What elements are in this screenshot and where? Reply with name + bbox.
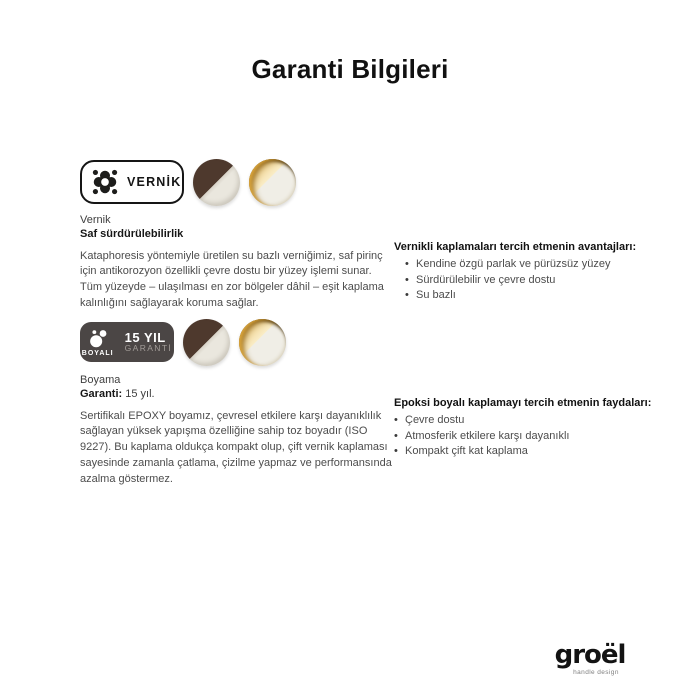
boyali-badge-right bbox=[125, 331, 173, 354]
list-item: • Atmosferik etkilere karşı dayanıklı bbox=[394, 429, 674, 445]
boyama-benefits-title: Epoksi boyalı kaplamayı tercih etmenin faydaları: bbox=[394, 397, 652, 409]
brand-wordmark: groël bbox=[554, 640, 626, 670]
boyama-subtitle-bold: Garanti: bbox=[80, 387, 123, 400]
vernik-benefits-list bbox=[405, 257, 674, 304]
coating-swatch-gold-cream bbox=[239, 319, 286, 366]
coating-swatch-gold-cream bbox=[249, 159, 296, 206]
warranty-years-label: 15 YIL bbox=[124, 329, 166, 345]
boyama-badge-row bbox=[80, 317, 392, 367]
list-item: • Su bazlı bbox=[405, 288, 674, 304]
list-item: • Sürdürülebilir ve çevre dostu bbox=[405, 273, 674, 289]
vernik-badge-label: VERNİK bbox=[127, 175, 182, 189]
list-item: • Çevre dostu bbox=[394, 413, 674, 429]
brand-logo bbox=[552, 642, 628, 676]
vernik-benefits-title: Vernikli kaplamaları tercih etmenin avantajları: bbox=[394, 241, 637, 253]
boyali-badge-label: BOYALI bbox=[81, 349, 114, 357]
paint-drop-icon bbox=[87, 328, 109, 349]
vernik-labels bbox=[80, 214, 392, 242]
vernik-badge-row bbox=[80, 157, 392, 207]
section-boyama-right bbox=[394, 397, 674, 460]
vernik-subtitle: Vernik bbox=[80, 214, 111, 226]
page-title: Garanti Bilgileri bbox=[251, 54, 449, 84]
list-item: • Kompakt çift kat kaplama bbox=[394, 444, 674, 460]
warranty-word-label: GARANTİ bbox=[124, 343, 173, 354]
coating-swatch-brown-cream bbox=[193, 159, 240, 206]
boyali-badge-left bbox=[82, 328, 114, 357]
brand-tagline: handle design bbox=[573, 669, 619, 677]
section-vernik-left bbox=[80, 157, 392, 312]
vernik-badge bbox=[80, 160, 184, 204]
boyali-warranty-badge bbox=[80, 322, 174, 362]
vernik-subtitle-bold: Saf sürdürülebilirlik bbox=[80, 227, 184, 240]
boyama-benefits-list bbox=[394, 413, 674, 460]
section-boyama-left bbox=[80, 317, 392, 488]
coating-swatch-brown-cream bbox=[183, 319, 230, 366]
list-item: • Kendine özgü parlak ve pürüzsüz yüzey bbox=[405, 257, 674, 273]
dots-corrosion-icon bbox=[90, 167, 120, 197]
boyama-subtitle-rest: 15 yıl. bbox=[122, 387, 155, 400]
boyama-paragraph: Sertifikalı EPOXY boyamız, çevresel etkilere karşı dayanıklılık sağlayan yüksek yapışma özelliğine sahip toz boyadır (ISO 9227). Bu kaplama oldukça kompakt olup, çift vernik kaplaması sayesinde zamanla çatlama, çizilme yapmaz ve performansında azalma göstermez. bbox=[80, 409, 392, 486]
boyama-labels bbox=[80, 374, 392, 402]
vernik-paragraph: Kataphoresis yöntemiyle üretilen su bazlı verniğimiz, saf pirinç için antikorozyon özellikli çevre dostu bir yüzey işlemi sunar. Tüm yüzeyde – ulaşılması en zor bölgeler dâhil – eşit kaplama kalınlığını sağlayarak koruma sağlar. bbox=[80, 249, 384, 310]
section-vernik-right bbox=[394, 241, 674, 304]
boyama-subtitle: Boyama bbox=[80, 374, 121, 386]
